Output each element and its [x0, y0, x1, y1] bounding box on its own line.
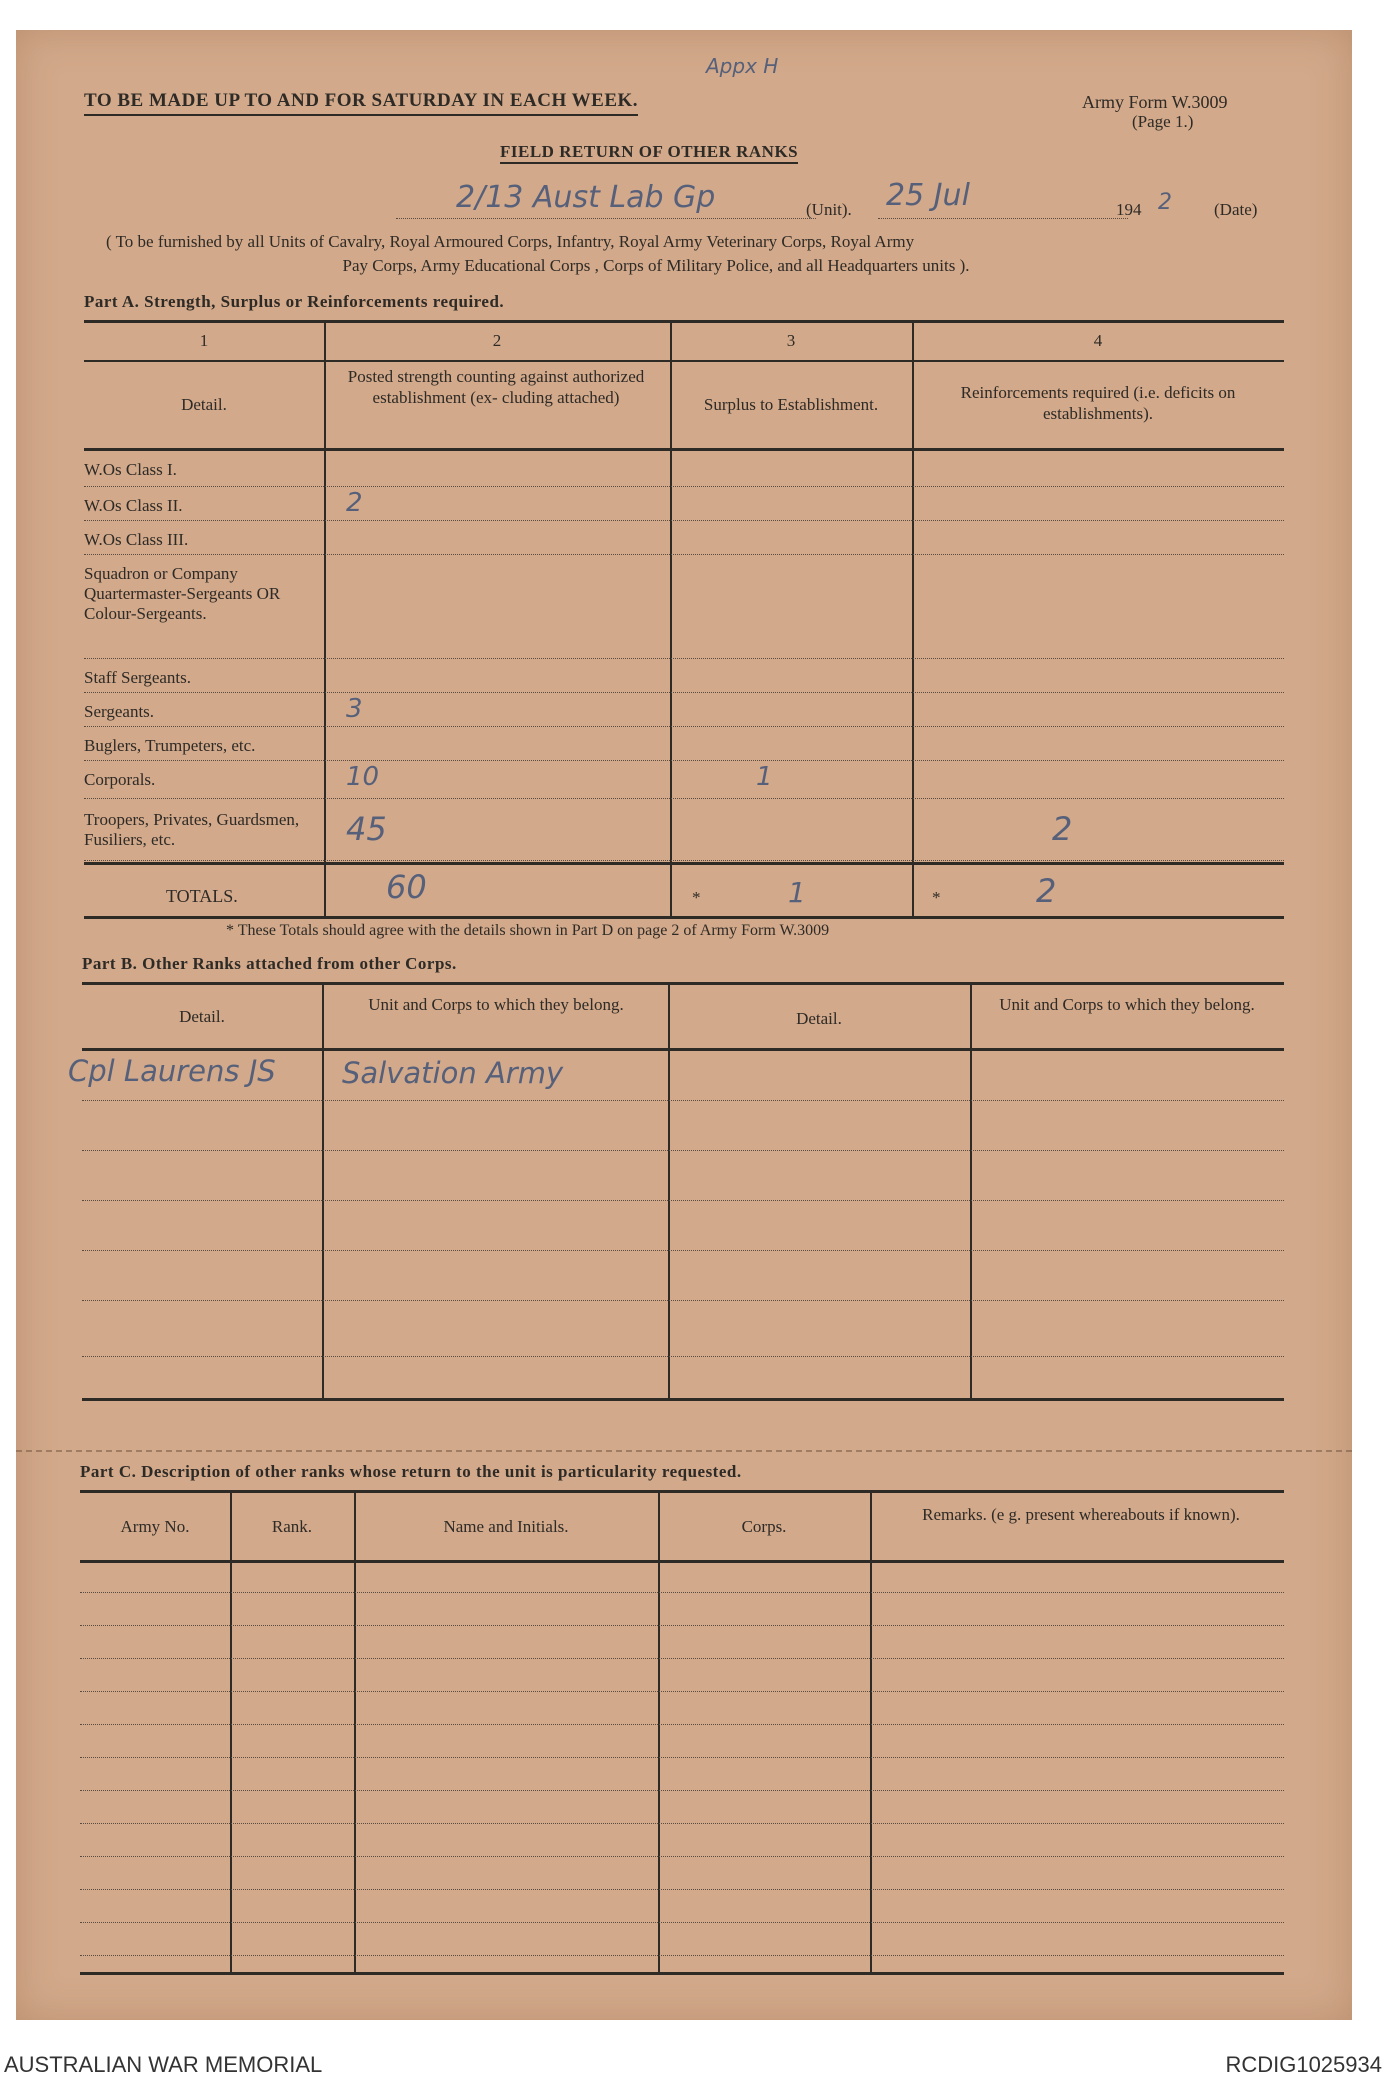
part-a-row-posted: 3 [346, 694, 363, 724]
part-b-ruled-line [82, 1300, 1284, 1301]
instruction-heading: TO BE MADE UP TO AND FOR SATURDAY IN EACH WEEK. [84, 90, 638, 116]
page-reference: (Page 1.) [1132, 112, 1194, 131]
part-a-row-line [84, 692, 1284, 693]
part-c-header-rank: Rank. [271, 1517, 313, 1536]
form-reference: Army Form W.3009 [1082, 92, 1228, 112]
part-a-row-posted: 2 [346, 488, 363, 518]
footer-record-id: RCDIG1025934 [1225, 2052, 1382, 2077]
col-number-4: 4 [1093, 331, 1103, 350]
unit-dotted-line [396, 218, 816, 219]
part-a-number-rule [84, 360, 1284, 362]
unit-label: (Unit). [806, 200, 852, 219]
part-a-col-divider-1 [324, 320, 326, 918]
part-c-ruled-line [80, 1790, 1284, 1791]
totals-reinf-asterisk: * [932, 888, 941, 907]
date-dotted-line [878, 218, 1128, 219]
part-a-row-posted: 10 [346, 762, 380, 792]
part-b-top-rule [82, 982, 1284, 985]
part-a-header-rule [84, 448, 1284, 451]
part-c-title: Part C. Description of other ranks whose return to the unit is particularity requested. [80, 1462, 742, 1481]
totals-surplus: 1 [788, 876, 806, 909]
totals-surplus-asterisk: * [692, 888, 701, 907]
totals-label: TOTALS. [166, 886, 238, 906]
part-c-col-divider-4 [870, 1490, 872, 1974]
part-c-ruled-line [80, 1625, 1284, 1626]
part-b-header-unit-1: Unit and Corps to which they belong. [368, 995, 624, 1014]
part-a-row-reinf: 2 [1052, 810, 1073, 848]
part-a-top-rule [84, 320, 1284, 323]
form-note-line2: Pay Corps, Army Educational Corps , Corps of Military Police, and all Headquarters units ). [342, 256, 970, 275]
part-a-row-detail: Troopers, Privates, Guardsmen, Fusiliers, etc. [84, 810, 300, 849]
col-number-2: 2 [492, 331, 502, 350]
part-a-row-detail: W.Os Class III. [84, 530, 189, 549]
part-c-ruled-line [80, 1592, 1284, 1593]
part-b-header-unit-2: Unit and Corps to which they belong. [999, 995, 1255, 1014]
part-a-row-line [84, 798, 1284, 799]
appendix-annotation: Appx H [706, 54, 779, 78]
part-c-bottom-rule [80, 1972, 1284, 1975]
part-b-header-detail-2: Detail. [796, 1009, 842, 1028]
part-c-ruled-line [80, 1658, 1284, 1659]
part-c-header-remarks: Remarks. (e g. present whereabouts if known). [922, 1505, 1240, 1524]
col-number-1: 1 [199, 331, 209, 350]
part-a-row-detail: Sergeants. [84, 702, 155, 721]
date-value: 25 Jul [886, 178, 970, 213]
part-a-row-detail: Corporals. [84, 770, 156, 789]
part-b-col-divider-3 [970, 982, 972, 1400]
part-a-row-line [84, 554, 1284, 555]
part-c-col-divider-3 [658, 1490, 660, 1974]
part-a-col-divider-3 [912, 320, 914, 918]
part-b-ruled-line [82, 1150, 1284, 1151]
totals-posted: 60 [386, 868, 427, 906]
part-a-row-detail: Staff Sergeants. [84, 668, 192, 687]
date-label: (Date) [1214, 200, 1258, 219]
part-a-row-line [84, 658, 1284, 659]
totals-footnote: * These Totals should agree with the details shown in Part D on page 2 of Army Form W.3009 [226, 922, 830, 939]
part-c-ruled-line [80, 1757, 1284, 1758]
part-c-ruled-line [80, 1691, 1284, 1692]
year-value: 2 [1158, 190, 1172, 215]
part-a-row-surplus: 1 [756, 762, 773, 792]
part-a-bottom-rule [84, 916, 1284, 919]
attached-detail-entry: Cpl Laurens JS [68, 1054, 276, 1088]
col-header-surplus: Surplus to Establishment. [703, 395, 879, 414]
form-title: FIELD RETURN OF OTHER RANKS [500, 142, 798, 164]
part-c-ruled-line [80, 1823, 1284, 1824]
part-c-ruled-line [80, 1922, 1284, 1923]
footer-archive-name: AUSTRALIAN WAR MEMORIAL [4, 2052, 323, 2077]
part-c-ruled-line [80, 1889, 1284, 1890]
part-a-row-posted: 45 [346, 810, 387, 848]
totals-reinforcements: 2 [1036, 872, 1057, 910]
part-a-title: Part A. Strength, Surplus or Reinforcements required. [84, 292, 505, 311]
part-b-title: Part B. Other Ranks attached from other Corps. [82, 954, 457, 973]
perforation-line [16, 1450, 1352, 1458]
col-header-reinforcements: Reinforcements required (i.e. deficits on establishments). [960, 383, 1236, 423]
part-a-row-detail: W.Os Class I. [84, 460, 177, 479]
part-c-col-divider-1 [230, 1490, 232, 1974]
part-c-header-name: Name and Initials. [443, 1517, 569, 1536]
part-b-col-divider-2 [668, 982, 670, 1400]
part-b-ruled-line [82, 1200, 1284, 1201]
archive-footer [0, 2050, 1392, 2082]
part-c-header-rule [80, 1560, 1284, 1563]
part-a-row-line [84, 760, 1284, 761]
part-a-totals-top-rule [84, 862, 1284, 865]
part-c-ruled-line [80, 1856, 1284, 1857]
part-c-header-army-no: Army No. [120, 1517, 190, 1536]
part-c-header-corps: Corps. [741, 1517, 787, 1536]
part-b-ruled-line [82, 1100, 1284, 1101]
col-header-posted: Posted strength counting against authorized establishment (ex- cluding attached) [347, 367, 645, 407]
part-a-row-detail: W.Os Class II. [84, 496, 183, 515]
part-b-ruled-line [82, 1250, 1284, 1251]
part-c-ruled-line [80, 1955, 1284, 1956]
part-a-row-line [84, 520, 1284, 521]
part-b-ruled-line [82, 1356, 1284, 1357]
part-b-header-rule [82, 1048, 1284, 1051]
form-sheet [16, 30, 1352, 2020]
unit-value: 2/13 Aust Lab Gp [456, 180, 716, 215]
part-a-row-line [84, 486, 1284, 487]
year-prefix: 194 [1116, 200, 1142, 219]
part-c-top-rule [80, 1490, 1284, 1493]
col-header-detail: Detail. [181, 395, 227, 414]
part-a-row-line [84, 726, 1284, 727]
part-b-header-detail-1: Detail. [179, 1007, 225, 1026]
col-number-3: 3 [786, 331, 796, 350]
part-a-row-line [84, 860, 1284, 861]
part-b-col-divider-1 [322, 982, 324, 1400]
attached-unit-entry: Salvation Army [342, 1056, 564, 1090]
part-a-row-detail: Squadron or Company Quartermaster-Sergeants OR Colour-Sergeants. [84, 564, 281, 623]
form-note-line1: ( To be furnished by all Units of Cavalry, Royal Armoured Corps, Infantry, Royal Army Veterinary Corps, Royal Army [106, 232, 915, 251]
part-c-col-divider-2 [354, 1490, 356, 1974]
part-a-row-detail: Buglers, Trumpeters, etc. [84, 736, 256, 755]
part-c-ruled-line [80, 1724, 1284, 1725]
part-b-bottom-rule [82, 1398, 1284, 1401]
